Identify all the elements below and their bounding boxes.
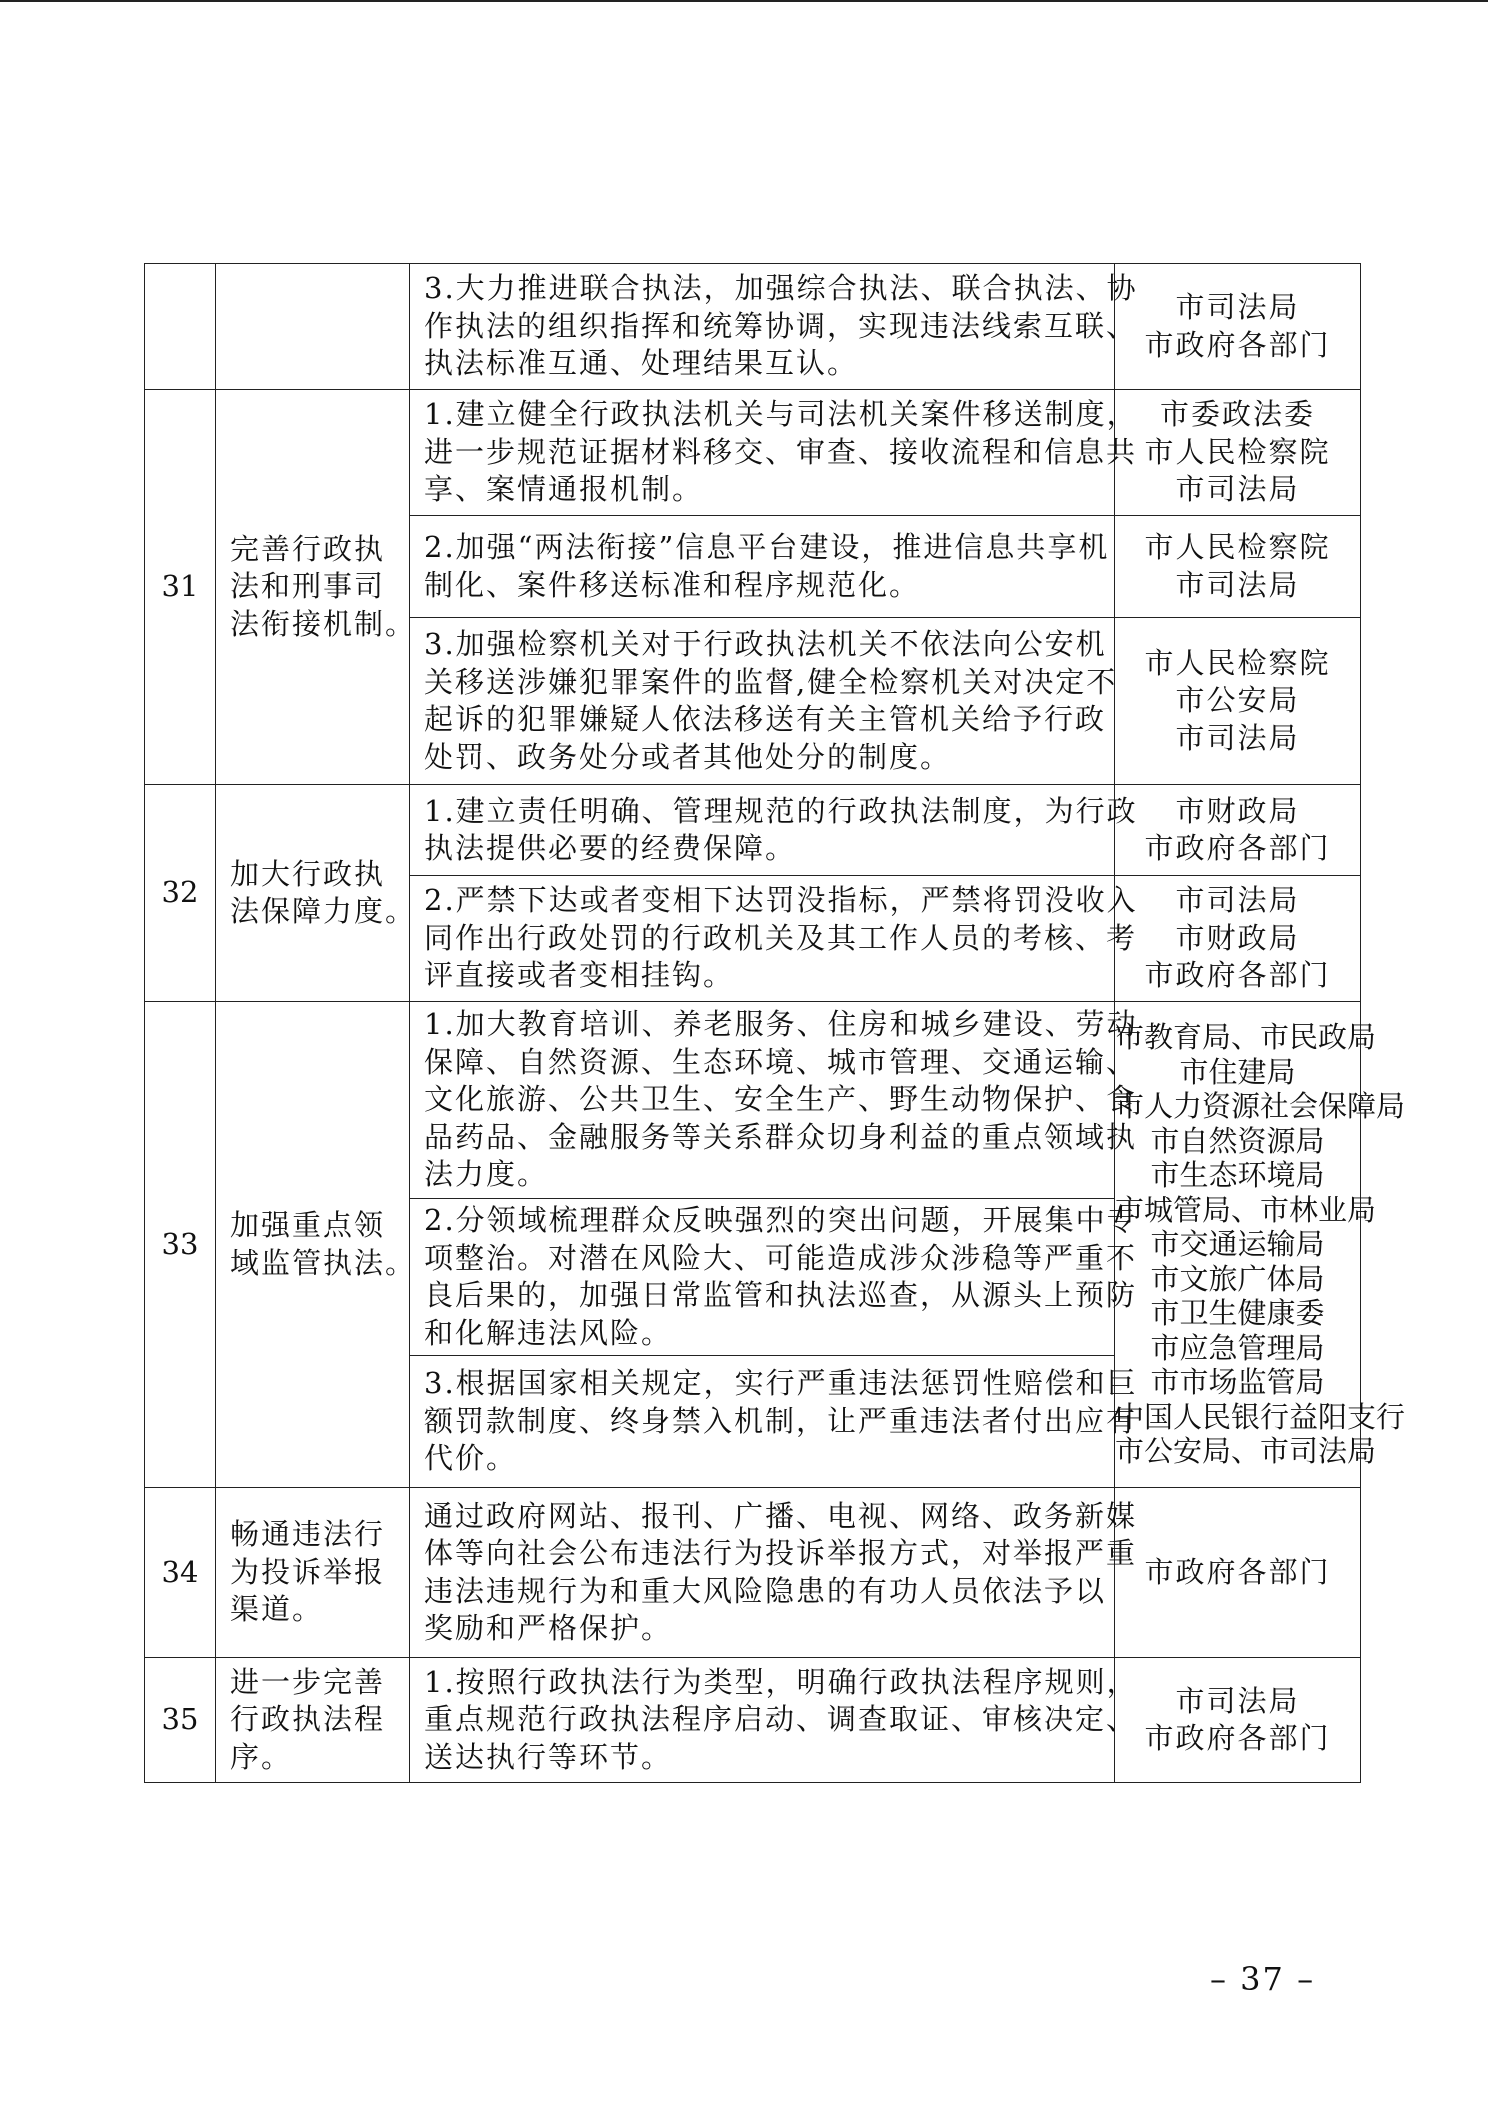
agency-line: 市城管局、市林业局 (1115, 1192, 1377, 1227)
task-title-line: 法和刑事司 (230, 569, 386, 604)
measure-content (410, 1488, 1138, 1658)
task-title-line: 为投诉举报 (230, 1554, 386, 1589)
row-number (145, 264, 216, 390)
measure-line: 良后果的，加强日常监管和执法巡查，从源头上预防 (424, 1278, 1138, 1312)
agency-line: 市公安局、市司法局 (1115, 1434, 1377, 1469)
measure-line: 品药品、金融服务等关系群众切身利益的重点领域执 (424, 1119, 1138, 1154)
measure-line: 重点规范行政执法程序启动、调查取证、审核决定、 (424, 1702, 1138, 1737)
task-title-line: 序。 (230, 1739, 293, 1774)
task-title (216, 1488, 410, 1658)
measure-content (410, 876, 1138, 1002)
task-table (144, 263, 1406, 1783)
task-title (216, 1658, 410, 1783)
task-title-line: 加大行政执 (230, 856, 386, 891)
task-title (216, 264, 410, 390)
task-title-line: 法保障力度。 (230, 894, 417, 928)
task-title (216, 785, 417, 1002)
measure-line: 送达执行等环节。 (424, 1739, 673, 1774)
task-title-line: 完善行政执 (230, 531, 386, 566)
measure-content (410, 785, 1138, 876)
measure-content (410, 1002, 1138, 1199)
agency-line: 市司法局 (1175, 567, 1300, 602)
table-row (145, 785, 1361, 876)
task-title (216, 390, 417, 785)
responsible-agency (1115, 1488, 1361, 1658)
responsible-agency (1115, 785, 1361, 876)
measure-content (410, 390, 1138, 516)
agency-line: 市政府各部门 (1144, 1554, 1331, 1589)
task-title-line: 行政执法程 (230, 1702, 386, 1737)
agency-line: 市政府各部门 (1144, 327, 1331, 362)
measure-line: 2.加强“两法衔接”信息平台建设，推进信息共享机 (424, 530, 1110, 564)
agency-line: 市人力资源社会保障局 (1115, 1089, 1406, 1124)
row-number: 32 (145, 785, 216, 1002)
agency-line: 市司法局 (1175, 290, 1300, 324)
measure-line: 1.建立责任明确、管理规范的行政执法制度，为行政 (424, 793, 1138, 828)
measure-line: 1.加大教育培训、养老服务、住房和城乡建设、劳动 (424, 1007, 1138, 1042)
measure-line: 3.根据国家相关规定，实行严重违法惩罚性赔偿和巨 (424, 1366, 1138, 1401)
responsible-agency (1115, 618, 1361, 785)
measure-line: 同作出行政处罚的行政机关及其工作人员的考核、考 (424, 920, 1138, 955)
agency-line: 市人民检察院 (1144, 645, 1331, 680)
task-title-line: 渠道。 (230, 1592, 324, 1627)
responsible-agency (1115, 1002, 1406, 1488)
measure-line: 起诉的犯罪嫌疑人依法移送有关主管机关给予行政 (424, 702, 1107, 736)
agency-line: 市公安局 (1175, 683, 1300, 718)
measure-content (410, 1356, 1138, 1488)
task-title-line: 域监管执法。 (230, 1245, 417, 1280)
task-title-line: 进一步完善 (230, 1664, 386, 1699)
task-title-line: 畅通违法行 (230, 1517, 386, 1552)
table-row (145, 390, 1361, 516)
measure-line: 2.严禁下达或者变相下达罚没指标，严禁将罚没收入 (424, 883, 1138, 918)
agency-line: 市交通运输局 (1150, 1227, 1325, 1262)
measure-line: 代价。 (424, 1441, 518, 1476)
page-top-border (0, 0, 1488, 2)
measure-line: 执法标准互通、处理结果互认。 (424, 346, 859, 381)
responsible-agency (1115, 876, 1361, 1002)
measure-line: 违法违规行为和重大风险隐患的有功人员依法予以 (424, 1573, 1107, 1608)
agency-line: 市文旅广体局 (1150, 1261, 1325, 1296)
agency-line: 市财政局 (1175, 920, 1300, 955)
agency-line: 市人民检察院 (1144, 434, 1331, 469)
table-row (145, 1002, 1361, 1199)
page-number: – 37 – (1210, 1960, 1316, 1998)
row-number: 34 (145, 1488, 216, 1658)
measure-line: 额罚款制度、终身禁入机制，让严重违法者付出应有 (424, 1403, 1138, 1438)
agency-line: 市政府各部门 (1144, 958, 1331, 993)
measure-content (410, 264, 1138, 390)
measure-content (410, 1199, 1138, 1356)
agency-line: 市住建局 (1179, 1054, 1296, 1089)
table-row (145, 1488, 1361, 1658)
agency-line: 市自然资源局 (1150, 1123, 1325, 1158)
measure-line: 通过政府网站、报刊、广播、电视、网络、政务新媒 (424, 1498, 1138, 1533)
measure-line: 文化旅游、公共卫生、安全生产、野生动物保护、食 (424, 1082, 1138, 1117)
agency-line: 市应急管理局 (1150, 1330, 1325, 1365)
measure-line: 作执法的组织指挥和统筹协调，实现违法线索互联、 (424, 308, 1138, 343)
task-title-line: 法衔接机制。 (230, 606, 417, 641)
measure-content (410, 516, 1115, 618)
agency-line: 市委政法委 (1159, 397, 1315, 432)
agency-line: 市财政局 (1175, 793, 1300, 828)
measure-line: 1.建立健全行政执法机关与司法机关案件移送制度， (424, 397, 1138, 432)
responsible-agency (1115, 390, 1361, 516)
measure-content (410, 618, 1118, 785)
agency-line: 市司法局 (1175, 720, 1300, 755)
task-title (216, 1002, 417, 1488)
responsible-agency (1115, 1658, 1361, 1783)
measure-line: 和化解违法风险。 (424, 1315, 673, 1350)
agency-line: 市政府各部门 (1144, 1721, 1331, 1755)
row-number: 35 (145, 1658, 216, 1783)
row-number: 33 (145, 1002, 216, 1488)
agency-line: 中国人民银行益阳支行 (1115, 1399, 1406, 1434)
agency-line: 市政府各部门 (1144, 831, 1331, 865)
measure-line: 2.分领域梳理群众反映强烈的突出问题，开展集中专 (424, 1203, 1138, 1237)
responsible-agency (1115, 264, 1361, 390)
agency-line: 市生态环境局 (1150, 1158, 1325, 1193)
measure-line: 制化、案件移送标准和程序规范化。 (424, 567, 921, 602)
agency-line: 市教育局、市民政局 (1115, 1020, 1377, 1055)
table-row (145, 1658, 1361, 1783)
measure-line: 1.按照行政执法行为类型，明确行政执法程序规则， (424, 1664, 1138, 1699)
agency-line: 市司法局 (1175, 1683, 1300, 1718)
measure-content (410, 1658, 1138, 1783)
task-title-line: 加强重点领 (230, 1208, 386, 1242)
measure-line: 关移送涉嫌犯罪案件的监督,健全检察机关对决定不 (424, 664, 1118, 699)
responsible-agency (1115, 516, 1361, 618)
measure-line: 处罚、政务处分或者其他处分的制度。 (424, 739, 952, 774)
measure-line: 项整治。对潜在风险大、可能造成涉众涉稳等严重不 (424, 1240, 1138, 1275)
measure-line: 评直接或者变相挂钩。 (424, 958, 735, 993)
measure-line: 3.大力推进联合执法，加强综合执法、联合执法、协 (424, 271, 1138, 306)
agency-line: 市人民检察院 (1144, 530, 1331, 564)
measure-line: 3.加强检察机关对于行政执法机关不依法向公安机 (424, 627, 1107, 661)
row-number: 31 (145, 390, 216, 785)
measure-line: 奖励和严格保护。 (424, 1611, 673, 1645)
measure-line: 享、案情通报机制。 (424, 472, 704, 507)
measure-line: 保障、自然资源、生态环境、城市管理、交通运输、 (424, 1044, 1138, 1079)
agency-line: 市市场监管局 (1150, 1365, 1325, 1400)
agency-line: 市卫生健康委 (1150, 1296, 1325, 1331)
table-row (145, 264, 1361, 390)
measure-line: 执法提供必要的经费保障。 (424, 831, 797, 865)
agency-line: 市司法局 (1175, 472, 1300, 507)
agency-line: 市司法局 (1175, 883, 1300, 918)
measure-line: 进一步规范证据材料移交、审查、接收流程和信息共 (424, 434, 1138, 469)
measure-line: 体等向社会公布违法行为投诉举报方式，对举报严重 (424, 1536, 1138, 1570)
measure-line: 法力度。 (424, 1157, 549, 1192)
